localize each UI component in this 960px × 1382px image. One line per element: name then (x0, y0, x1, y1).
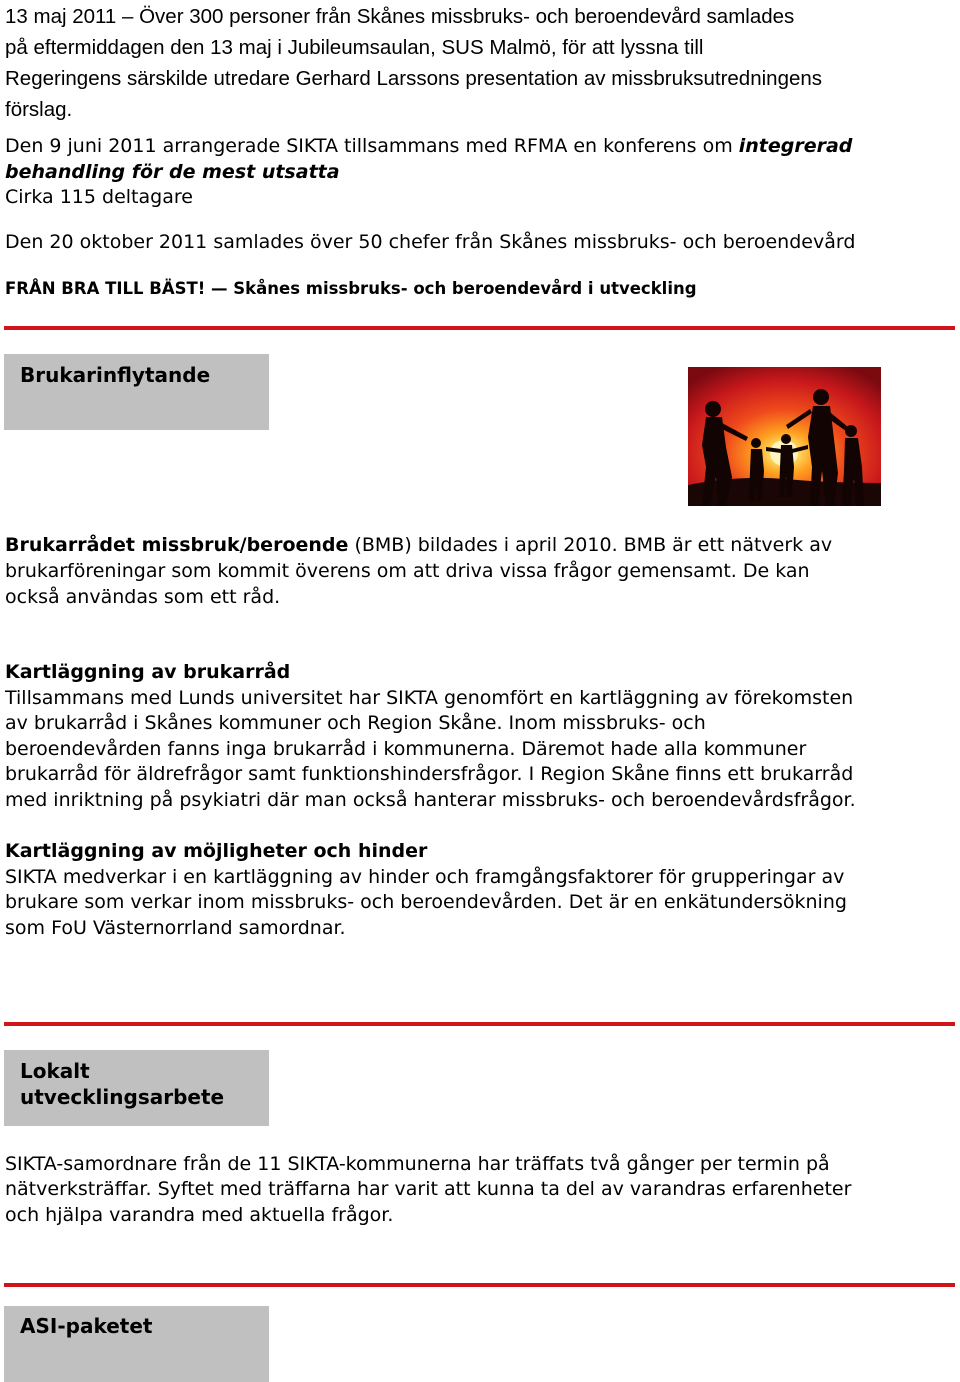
news-item-2-text: Den 9 juni 2011 arrangerade SIKTA tillsammans med RFMA en konferens om (5, 135, 733, 157)
kartlaggning-hinder-line-2: brukare som verkar inom missbruks- och beroendevården. Det är en enkätundersökning (5, 891, 847, 913)
section-divider (4, 1283, 955, 1287)
news-item-2-emphasis-2: behandling för de mest utsatta (5, 161, 340, 183)
news-item-1-line-1: 13 maj 2011 – Över 300 personer från Skånes missbruks- och beroendevård samlades (5, 5, 795, 28)
kartlaggning-hinder-line-1: SIKTA medverkar i en kartläggning av hinder och framgångsfaktorer för grupperingar av (5, 866, 845, 888)
brukarradet-name: Brukarrådet missbruk/beroende (5, 534, 349, 556)
section-header-box (4, 1306, 269, 1382)
kartlaggning-brukarrad-line-1: Tillsammans med Lunds universitet har SIKTA genomfört en kartläggning av förekomsten (5, 687, 854, 709)
news-item-2-line-2 (5, 160, 340, 186)
section-title-line-1: Lokalt (20, 1059, 90, 1083)
news-item-4: FRÅN BRA TILL BÄST! — Skånes missbruks- och beroendevård i utveckling (5, 279, 697, 298)
sunset-silhouettes-photo (688, 367, 881, 506)
kartlaggning-brukarrad-line-5: med inriktning på psykiatri där man också hanterar missbruks- och beroendevårdsfrågor. (5, 789, 856, 811)
kartlaggning-brukarrad-line-4: brukarråd för äldrefrågor samt funktionshindersfrågor. I Region Skåne finns ett brukarråd (5, 763, 854, 785)
news-item-1-line-3: Regeringens särskilde utredare Gerhard Larssons presentation av missbruksutredningens (5, 67, 823, 90)
brukarradet-intro-line-1 (5, 533, 832, 559)
kartlaggning-brukarrad-line-3: beroendevården fanns inga brukarråd i kommunerna. Däremot hade alla kommuner (5, 738, 807, 760)
section-title-line-2: utvecklingsarbete (20, 1085, 225, 1109)
news-item-2-line-1 (5, 134, 852, 160)
news-item-1-line-4: förslag. (5, 98, 73, 121)
section-divider (4, 326, 955, 330)
section-title: ASI-paketet (20, 1314, 153, 1338)
lokalt-line-3: och hjälpa varandra med aktuella frågor. (5, 1204, 394, 1226)
section-title: Brukarinflytande (20, 363, 211, 387)
kartlaggning-hinder-line-3: som FoU Västernorrland samordnar. (5, 917, 346, 939)
news-item-2-emphasis-1: integrerad (738, 135, 853, 157)
lokalt-line-2: nätverksträffar. Syftet med träffarna har varit att kunna ta del av varandras erfarenheter (5, 1178, 852, 1200)
subsection-heading-kartlaggning-brukarrad: Kartläggning av brukarråd (5, 661, 291, 683)
kartlaggning-brukarrad-line-2: av brukarråd i Skånes kommuner och Region Skåne. Inom missbruks- och (5, 712, 706, 734)
lokalt-line-1: SIKTA-samordnare från de 11 SIKTA-kommunerna har träffats två gånger per termin på (5, 1153, 830, 1175)
section-divider (4, 1022, 955, 1026)
section-header-box (4, 1050, 269, 1126)
section-header-box (4, 354, 269, 430)
brukarradet-intro-rest: (BMB) bildades i april 2010. BMB är ett nätverk av (348, 534, 833, 556)
brukarradet-intro-line-2: brukarföreningar som kommit överens om att driva vissa frågor gemensamt. De kan (5, 560, 810, 582)
brukarradet-intro-line-3: också användas som ett råd. (5, 586, 281, 608)
news-item-2-participants: Cirka 115 deltagare (5, 186, 193, 208)
news-item-1-line-2: på eftermiddagen den 13 maj i Jubileumsaulan, SUS Malmö, för att lyssna till (5, 36, 704, 59)
subsection-heading-kartlaggning-hinder: Kartläggning av möjligheter och hinder (5, 840, 428, 862)
news-item-3: Den 20 oktober 2011 samlades över 50 chefer från Skånes missbruks- och beroendevård (5, 231, 856, 253)
